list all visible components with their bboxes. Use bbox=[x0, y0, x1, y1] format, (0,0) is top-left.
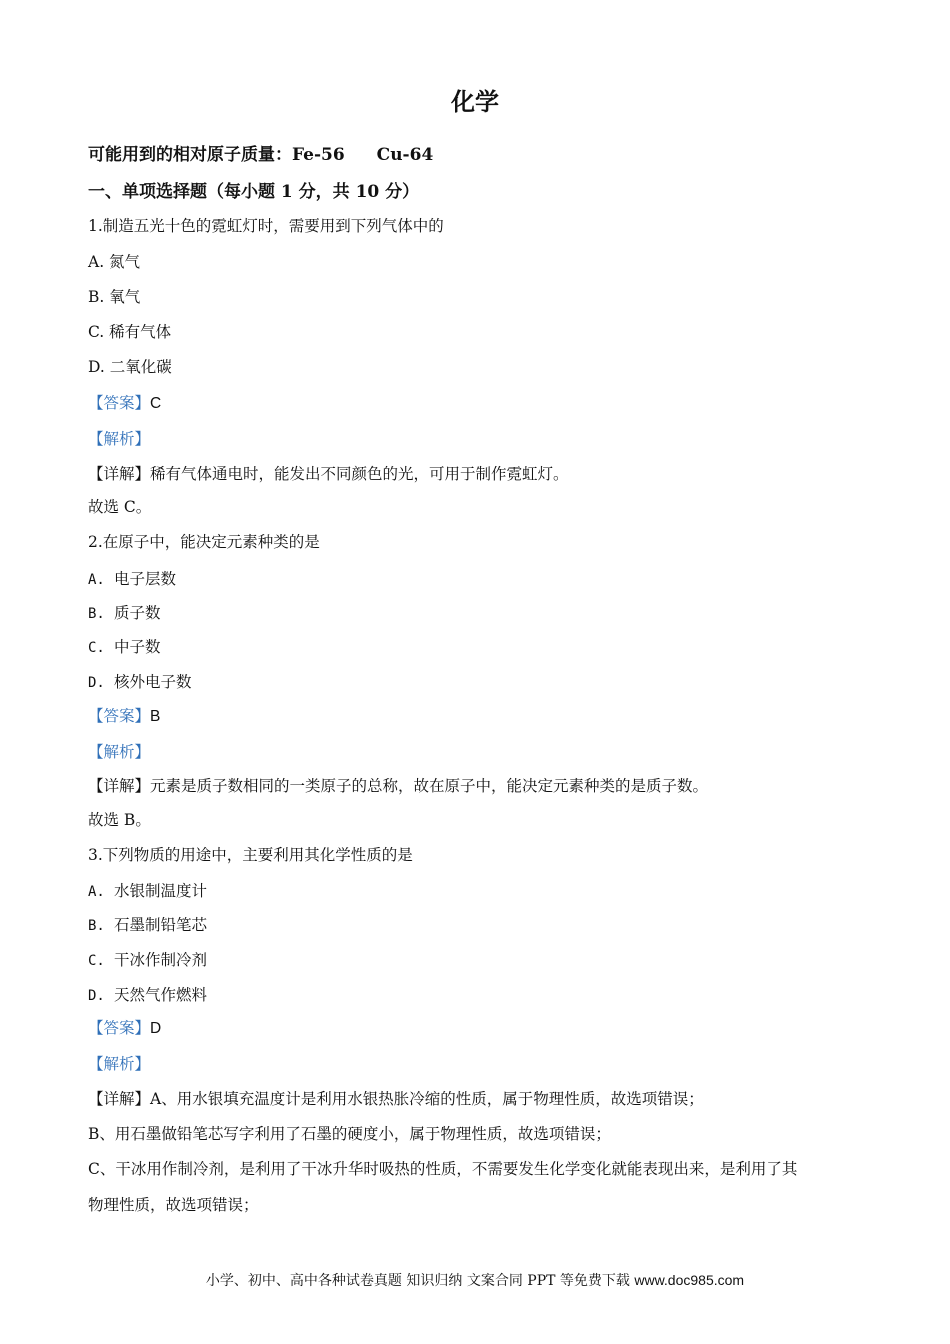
q2-stem: 2.在原子中，能决定元素种类的是 bbox=[88, 533, 320, 551]
section-heading: 一、单项选择题（每小题 1 分，共 10 分） bbox=[88, 182, 420, 202]
atomic-mass-line bbox=[88, 140, 433, 165]
q2-option-c bbox=[88, 635, 161, 657]
q1-conclusion: 故选 C。 bbox=[88, 498, 152, 516]
option-text: 天然气作燃料 bbox=[114, 986, 208, 1004]
option-letter: B. bbox=[88, 918, 105, 934]
option-text: 中子数 bbox=[114, 638, 161, 656]
q1-option-d: D. 二氧化碳 bbox=[88, 358, 172, 376]
footer-text: 小学、初中、高中各种试卷真题 知识归纳 文案合同 PPT 等免费下载 bbox=[205, 1273, 630, 1289]
q2-answer bbox=[88, 704, 160, 726]
q1-option-c: C. 稀有气体 bbox=[88, 323, 172, 341]
answer-label: 【答案】 bbox=[88, 394, 151, 412]
q1-stem: 1.制造五光十色的霓虹灯时，需要用到下列气体中的 bbox=[88, 217, 444, 235]
option-text: 质子数 bbox=[114, 604, 161, 622]
q3-detail-c1: C、干冰用作制冷剂，是利用了干冰升华时吸热的性质，不需要发生化学变化就能表现出来，是利用了其 bbox=[88, 1160, 798, 1178]
q3-detail-b: B、用石墨做铅笔芯写字利用了石墨的硬度小，属于物理性质，故选项错误； bbox=[88, 1125, 611, 1143]
footer-link[interactable]: www.doc985.com bbox=[634, 1272, 745, 1288]
q2-option-b bbox=[88, 601, 161, 623]
answer-value: D bbox=[150, 1020, 162, 1037]
q1-option-b: B. 氧气 bbox=[88, 288, 141, 306]
q2-detail: 【详解】元素是质子数相同的一类原子的总称，故在原子中，能决定元素种类的是质子数。 bbox=[88, 777, 709, 795]
option-text: 石墨制铅笔芯 bbox=[114, 916, 208, 934]
q1-detail: 【详解】稀有气体通电时，能发出不同颜色的光，可用于制作霓虹灯。 bbox=[88, 465, 569, 483]
q3-option-a bbox=[88, 879, 207, 901]
option-text: 干冰作制冷剂 bbox=[114, 951, 208, 969]
option-letter: C. bbox=[88, 640, 105, 656]
page-footer bbox=[0, 1270, 950, 1290]
option-text: 核外电子数 bbox=[114, 673, 192, 691]
q2-option-d bbox=[88, 670, 192, 692]
option-letter: C. bbox=[88, 953, 105, 969]
option-text: 电子层数 bbox=[114, 570, 177, 588]
q1-analysis-label: 【解析】 bbox=[88, 430, 151, 448]
option-letter: B. bbox=[88, 606, 105, 622]
q3-detail-c2: 物理性质，故选项错误； bbox=[88, 1196, 259, 1214]
q2-conclusion: 故选 B。 bbox=[88, 811, 151, 829]
option-text: 水银制温度计 bbox=[114, 882, 208, 900]
option-letter: A. bbox=[88, 572, 105, 588]
q3-option-b bbox=[88, 913, 207, 935]
q1-option-a: A. 氮气 bbox=[88, 253, 141, 271]
q1-answer bbox=[88, 391, 161, 413]
q3-answer bbox=[88, 1016, 161, 1038]
atomic-mass-fe: 可能用到的相对原子质量：Fe-56 bbox=[88, 145, 345, 165]
page-title: 化学 bbox=[451, 87, 499, 116]
q3-option-d bbox=[88, 983, 207, 1005]
answer-label: 【答案】 bbox=[88, 1019, 151, 1037]
option-letter: D. bbox=[88, 988, 105, 1004]
q3-detail-a: 【详解】A、用水银填充温度计是利用水银热胀冷缩的性质，属于物理性质，故选项错误； bbox=[88, 1090, 704, 1108]
q2-analysis-label: 【解析】 bbox=[88, 743, 151, 761]
option-letter: A. bbox=[88, 884, 105, 900]
atomic-mass-cu: Cu-64 bbox=[376, 145, 434, 165]
answer-label: 【答案】 bbox=[88, 707, 151, 725]
answer-value: B bbox=[150, 708, 161, 725]
answer-value: C bbox=[150, 395, 162, 412]
option-letter: D. bbox=[88, 675, 105, 691]
q3-option-c bbox=[88, 948, 207, 970]
q2-option-a bbox=[88, 567, 176, 589]
q3-analysis-label: 【解析】 bbox=[88, 1055, 151, 1073]
q3-stem: 3.下列物质的用途中，主要利用其化学性质的是 bbox=[88, 846, 413, 864]
